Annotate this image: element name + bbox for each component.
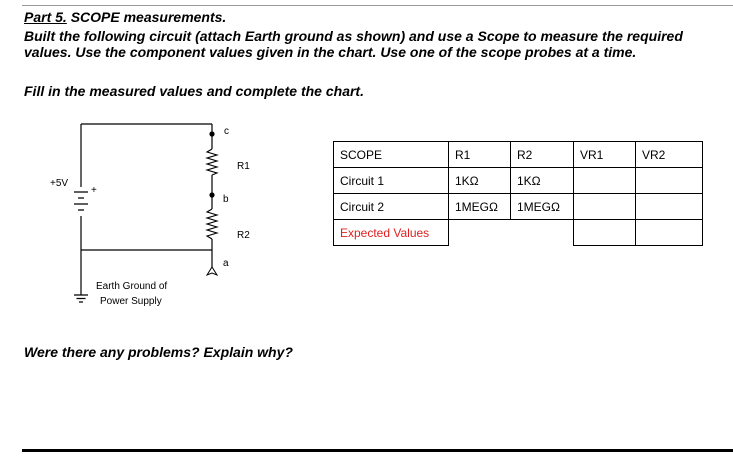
chart-row-circuit-2	[334, 194, 703, 220]
r1-label: R1	[237, 161, 250, 172]
ground-label-line1: Earth Ground of	[96, 281, 168, 292]
fill-in-instruction: Fill in the measured values and complete the chart.	[24, 83, 364, 99]
header-scope: SCOPE	[334, 142, 449, 168]
header-r2: R2	[511, 142, 574, 168]
bottom-rule	[22, 449, 733, 452]
cell-vr1[interactable]	[574, 220, 636, 246]
r1-resistor	[207, 149, 217, 175]
ground-label-line2: Power Supply	[100, 296, 162, 307]
source-plus-label: +	[91, 185, 97, 196]
node-a-label: a	[223, 258, 229, 269]
measurement-chart	[333, 141, 703, 246]
cell-r1-empty	[449, 220, 511, 246]
node-c-dot	[209, 131, 214, 136]
cell-vr2[interactable]	[636, 220, 703, 246]
cell-r2-empty	[511, 220, 574, 246]
row-label: Circuit 2	[334, 194, 449, 220]
part-title	[24, 10, 724, 26]
cell-r2: 1KΩ	[511, 168, 574, 194]
battery-symbol	[74, 192, 88, 210]
ground-symbol	[74, 295, 88, 302]
node-b-label: b	[223, 194, 229, 205]
probe-arrow	[207, 267, 217, 275]
row-label-expected: Expected Values	[334, 220, 449, 246]
top-rule	[22, 5, 733, 6]
cell-r1: 1MEGΩ	[449, 194, 511, 220]
header-vr1: VR1	[574, 142, 636, 168]
source-label: +5V	[50, 178, 69, 189]
row-label: Circuit 1	[334, 168, 449, 194]
chart-row-expected	[334, 220, 703, 246]
header-r1: R1	[449, 142, 511, 168]
cell-vr2[interactable]	[636, 168, 703, 194]
r2-label: R2	[237, 230, 250, 241]
cell-vr2[interactable]	[636, 194, 703, 220]
circuit-diagram	[45, 115, 250, 315]
chart-header-row	[334, 142, 703, 168]
problems-question: Were there any problems? Explain why?	[24, 344, 293, 360]
chart-row-circuit-1	[334, 168, 703, 194]
node-b-dot	[209, 192, 214, 197]
cell-vr1[interactable]	[574, 168, 636, 194]
instructions: Built the following circuit (attach Earth ground as shown) and use a Scope to measure the required values. Use the component values given in the chart. Use one of the scope probes at a time.	[24, 28, 683, 60]
node-c-label: c	[224, 126, 229, 137]
part-number: Part 5.	[24, 9, 67, 25]
cell-r2: 1MEGΩ	[511, 194, 574, 220]
part-title-text: SCOPE measurements.	[66, 9, 227, 25]
header-vr2: VR2	[636, 142, 703, 168]
r2-resistor	[207, 209, 217, 239]
cell-vr1[interactable]	[574, 194, 636, 220]
cell-r1: 1KΩ	[449, 168, 511, 194]
